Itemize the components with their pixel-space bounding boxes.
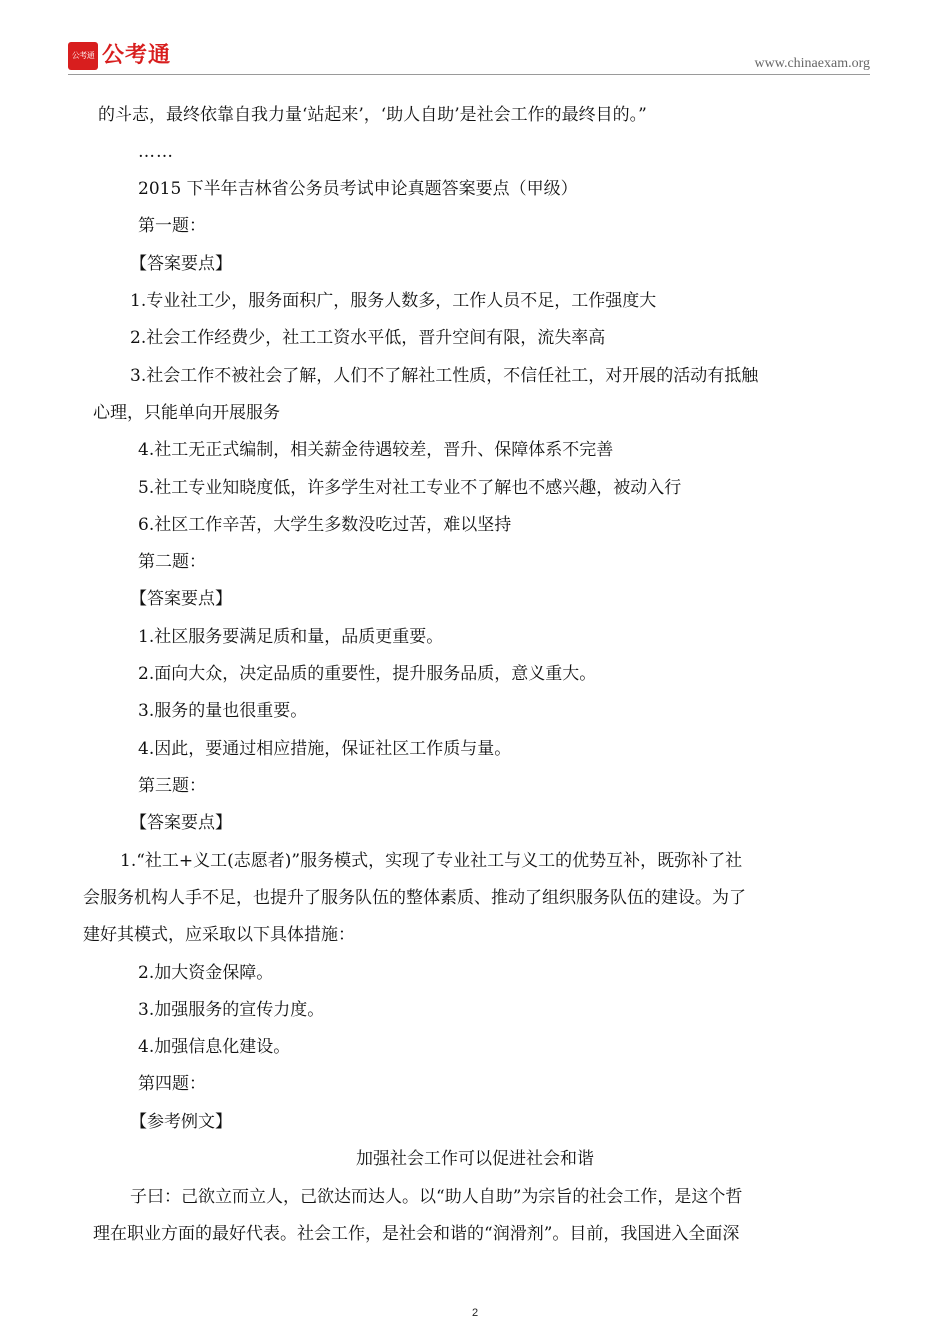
section-label: 【答案要点】 — [130, 813, 232, 833]
text-line: 1.社区服务要满足质和量，品质更重要。 — [138, 627, 444, 647]
text-line: 3.服务的量也很重要。 — [138, 701, 308, 721]
section-label: 【答案要点】 — [130, 589, 232, 609]
text-line: 2.社会工作经费少，社工工资水平低，晋升空间有限，流失率高 — [130, 328, 606, 348]
text-line: 1.专业社工少，服务面积广，服务人数多，工作人员不足，工作强度大 — [130, 291, 657, 311]
text-line: 6.社区工作辛苦，大学生多数没吃过苦，难以坚持 — [138, 515, 512, 535]
section-label: 【答案要点】 — [130, 254, 232, 274]
text-line: 2.面向大众，决定品质的重要性，提升服务品质，意义重大。 — [138, 664, 597, 684]
essay-paragraph-line: 理在职业方面的最好代表。社会工作，是社会和谐的“润滑剂”。目前，我国进入全面深 — [93, 1224, 740, 1244]
text-line: 4.因此，要通过相应措施，保证社区工作质与量。 — [138, 739, 512, 759]
text-line: 2.加大资金保障。 — [138, 963, 274, 983]
section-label: 【参考例文】 — [130, 1112, 232, 1132]
text-line: 3.社会工作不被社会了解，人们不了解社工性质，不信任社工，对开展的活动有抵触 — [130, 366, 759, 386]
text-line: 5.社工专业知晓度低，许多学生对社工专业不了解也不感兴趣，被动入行 — [138, 478, 682, 498]
question-3-heading: 第三题： — [138, 776, 206, 796]
text-line: 4.社工无正式编制，相关薪金待遇较差，晋升、保障体系不完善 — [138, 440, 614, 460]
question-2-heading: 第二题： — [138, 552, 206, 572]
text-line-1: 的斗志，最终依靠自我力量‘站起来’，‘助人自助’是社会工作的最终目的。” — [98, 105, 647, 125]
essay-paragraph-line: 子曰：己欲立而立人，己欲达而达人。以“助人自助”为宗旨的社会工作，是这个哲 — [130, 1187, 743, 1207]
logo-text: 公考通 — [102, 43, 172, 68]
text-line: 会服务机构人手不足，也提升了服务队伍的整体素质、推动了组织服务队伍的建设。为了 — [83, 888, 746, 908]
text-line: 建好其模式，应采取以下具体措施： — [83, 925, 355, 945]
text-line: 1.“社工+义工(志愿者)”服务模式，实现了专业社工与义工的优势互补，既弥补了社 — [120, 851, 743, 871]
question-1-heading: 第一题： — [138, 216, 206, 236]
logo-badge: 公考通 — [68, 42, 98, 70]
page-number: 2 — [471, 1307, 479, 1319]
answer-title: 2015 下半年吉林省公务员考试申论真题答案要点（甲级） — [138, 179, 578, 199]
text-line-2: …… — [138, 142, 174, 162]
essay-title: 加强社会工作可以促进社会和谐 — [356, 1149, 594, 1169]
site-url[interactable]: www.chinaexam.org — [754, 56, 870, 71]
page-header — [68, 40, 870, 75]
text-line: 心理，只能单向开展服务 — [93, 403, 280, 423]
text-line: 3.加强服务的宣传力度。 — [138, 1000, 325, 1020]
text-line: 4.加强信息化建设。 — [138, 1037, 291, 1057]
question-4-heading: 第四题： — [138, 1074, 206, 1094]
